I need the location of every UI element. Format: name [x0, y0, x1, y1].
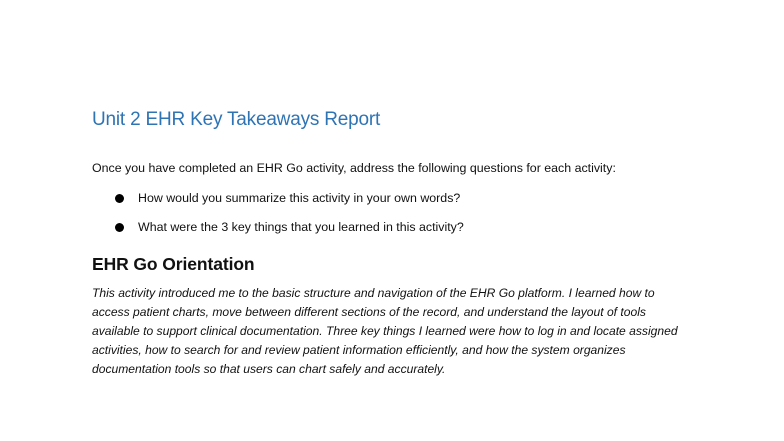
section-body: This activity introduced me to the basic structure and navigation of the EHR Go platform. I learned how to access patient charts, move between different sections of the record, and understand the layout of tools available to support clinical documentation. Three key things I learned were how to log in and locate assigned activities, how to search for and review patient information efficiently, and how the system organizes documentation tools so that users can chart safely and accurately.	[92, 286, 678, 376]
section-heading: EHR Go Orientation	[92, 254, 255, 274]
question-item	[92, 190, 692, 206]
bullet-icon	[115, 194, 124, 203]
question-item	[92, 219, 692, 235]
intro-paragraph: Once you have completed an EHR Go activity, address the following questions for each activity:	[92, 161, 616, 175]
question-text: How would you summarize this activity in your own words?	[138, 191, 461, 205]
question-text: What were the 3 key things that you learned in this activity?	[138, 220, 464, 234]
document-title: Unit 2 EHR Key Takeaways Report	[92, 109, 381, 130]
bullet-icon	[115, 223, 124, 232]
document-content	[92, 108, 692, 379]
question-list	[92, 190, 692, 235]
